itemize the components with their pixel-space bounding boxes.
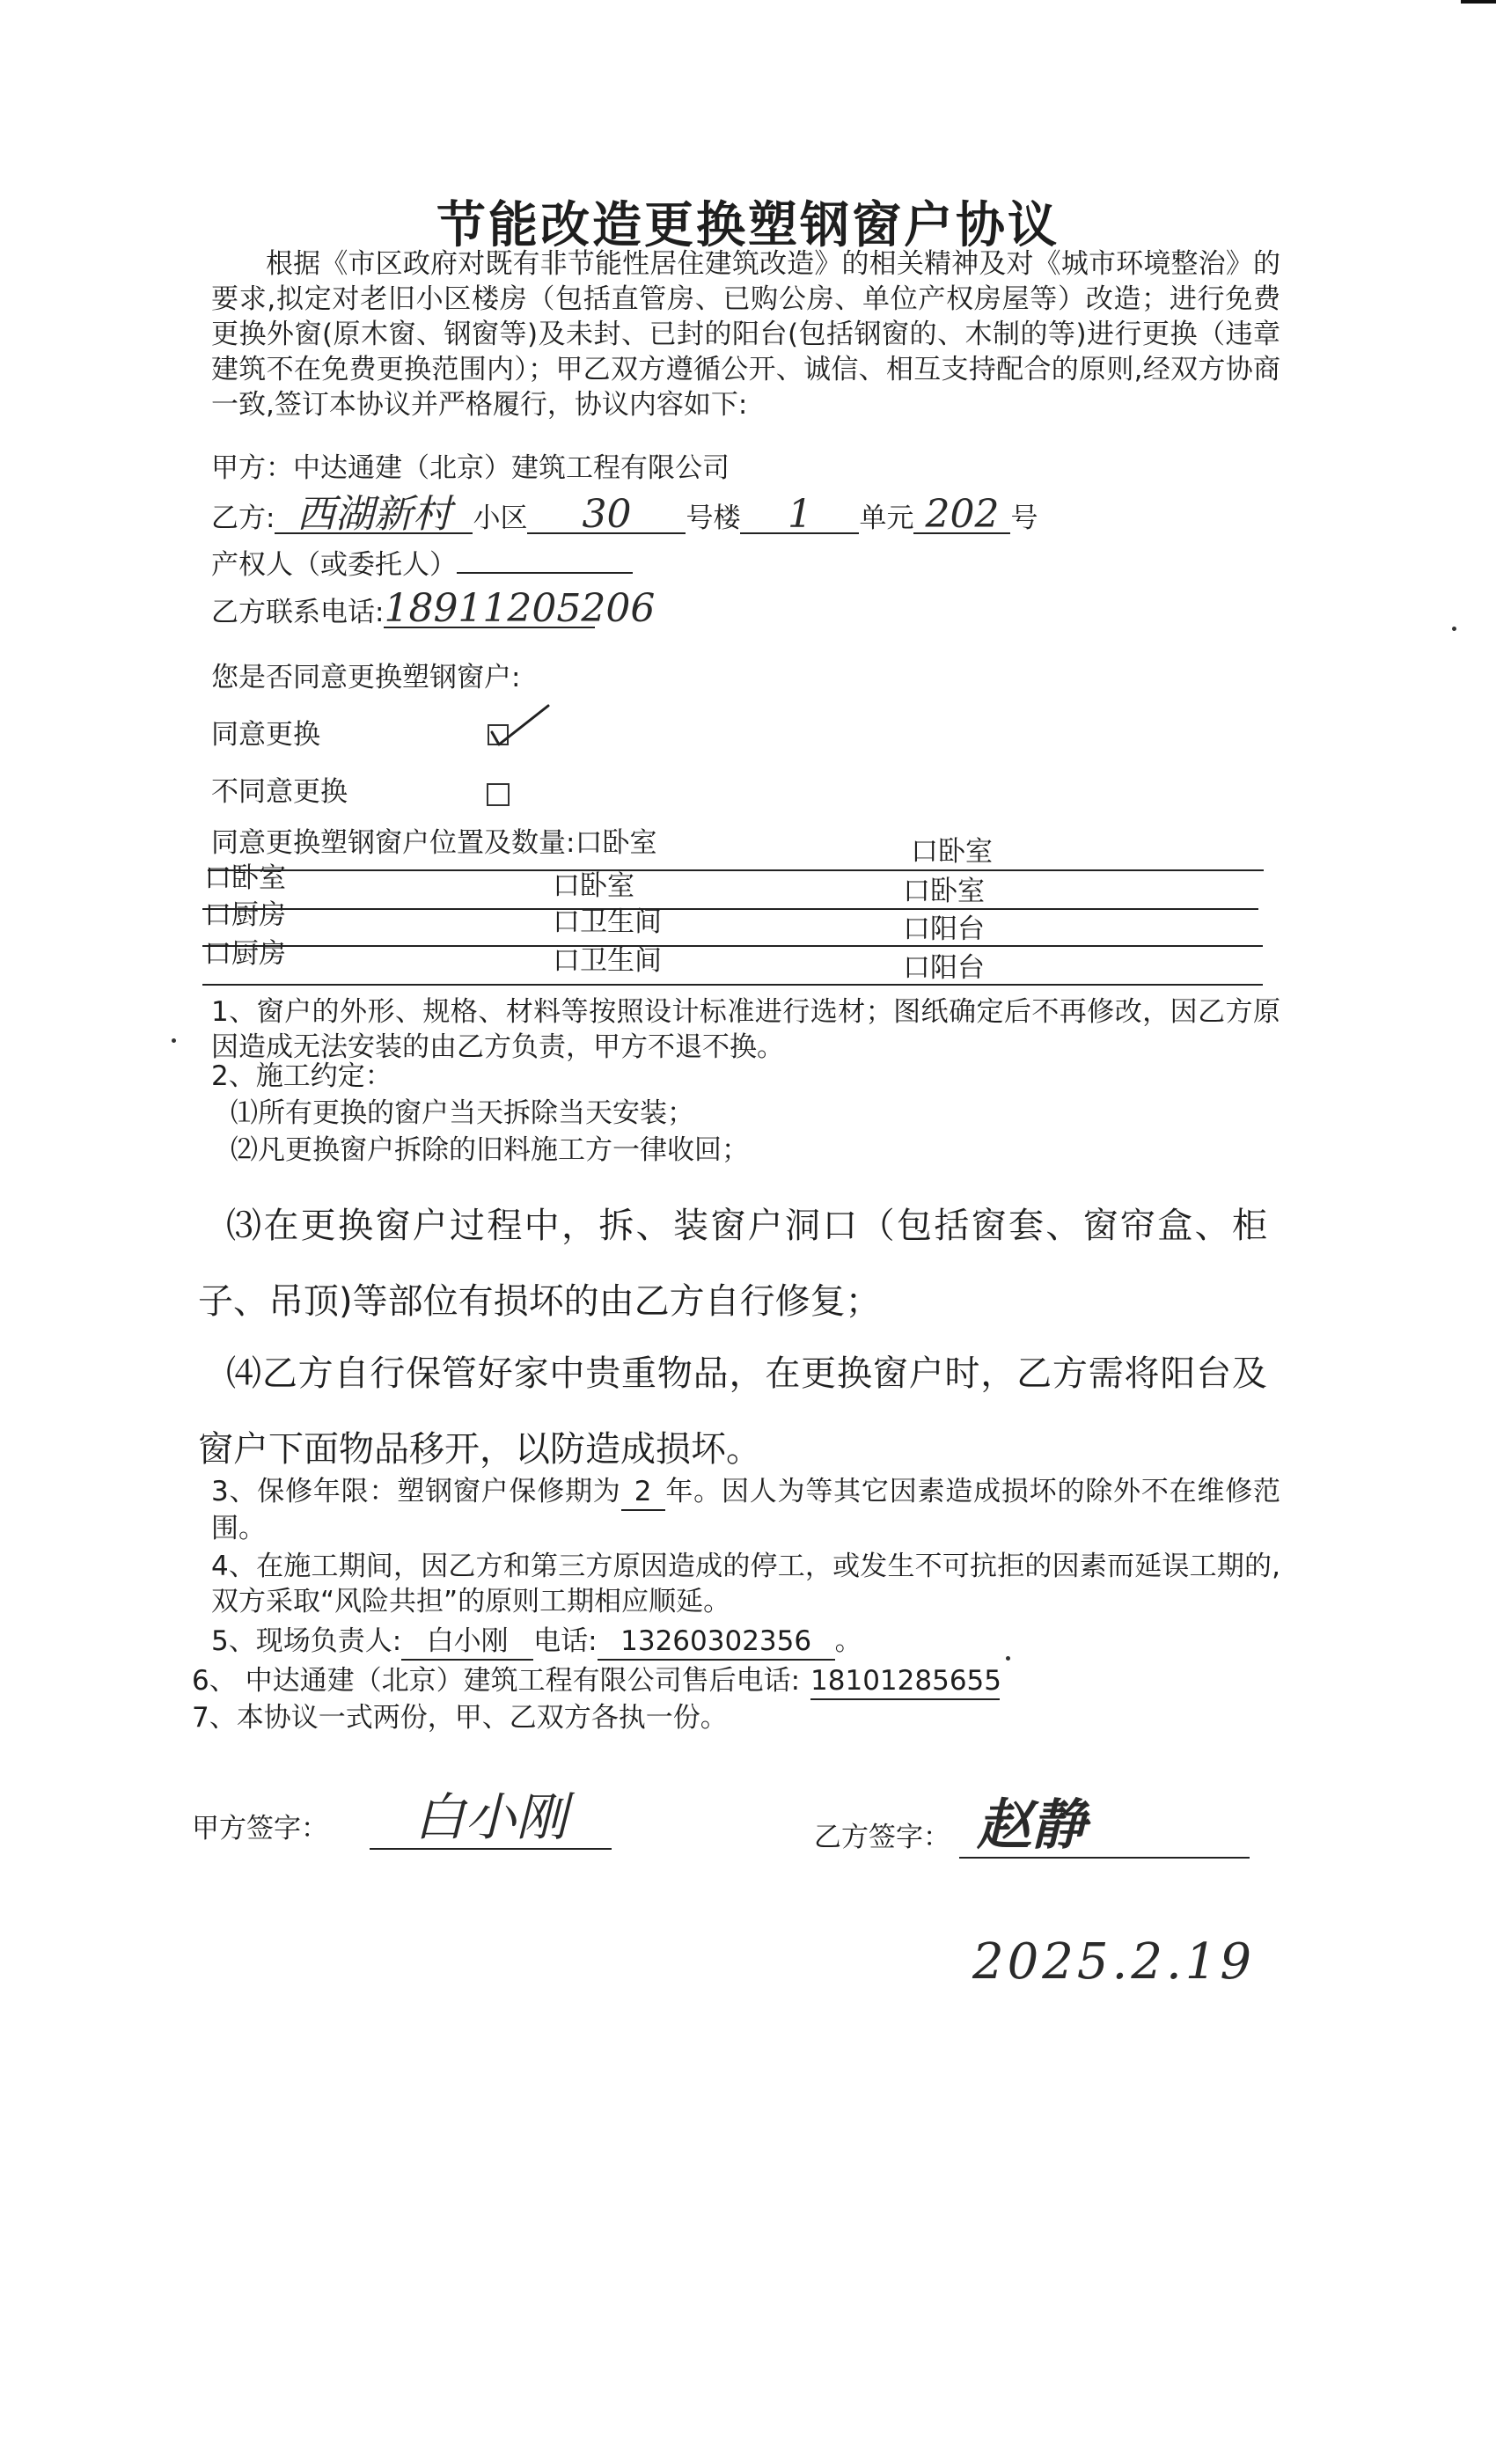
clause-3 (211, 1474, 1280, 1546)
agree-checkbox (487, 702, 557, 755)
table-rule (202, 945, 1263, 947)
window-option: 口卧室 (903, 876, 985, 907)
warranty-years: 2 (621, 1474, 665, 1511)
site-manager-phone: 13260302356 (598, 1624, 835, 1661)
clause-5 (211, 1624, 862, 1661)
building-suffix: 号楼 (686, 502, 741, 534)
window-option: 口卫生间 (553, 906, 662, 938)
window-option: 口阳台 (903, 952, 985, 984)
clause-3-text-end: 年。因人为等其它因素造成损坏的除外不在维修范围。 (211, 1476, 1280, 1544)
scan-edge-mark (1461, 0, 1496, 4)
table-rule (202, 984, 1263, 986)
window-option: 口厨房 (204, 899, 286, 931)
document-title: 节能改造更换塑钢窗户协议 (436, 197, 1060, 254)
window-option: 口卧室 (575, 827, 657, 859)
scan-speck (1006, 1656, 1010, 1661)
intro-paragraph: 根据《市区政府对既有非节能性居住建筑改造》的相关精神及对《城市环境整治》的要求,拟定对老旧小区楼房（包括直管房、已购公房、单位产权房屋等）改造；进行免费更换外窗(原木窗、钢窗等)及未封、已封的阳台(包括钢窗的、木制的等)进行更换（违章建筑不在免费更换范围内）；甲乙双方遵循公开、诚信、相互支持配合的原则,经双方协商一致,签订本协议并严格履行，协议内容如下: (211, 248, 1280, 421)
party-b-label: 乙方: (211, 502, 275, 534)
room-field: 202 (913, 497, 1010, 534)
clause-5-phone-label: 电话: (533, 1625, 598, 1657)
clause-1: 1、窗户的外形、规格、材料等按照设计标准进行选材；图纸确定后不再修改，因乙方原因造成无法安装的由乙方负责，甲方不退不换。 (211, 996, 1280, 1063)
phone-label: 乙方联系电话: (211, 597, 385, 628)
agree-label: 同意更换 (211, 719, 320, 751)
signature-line (370, 1848, 612, 1850)
window-option: 口阳台 (903, 913, 985, 945)
signature-line (959, 1857, 1250, 1859)
signature-a: 白小刚 (414, 1787, 568, 1847)
empty-box-icon (487, 783, 510, 806)
clause-2-3: ⑶在更换窗户过程中，拆、装窗户洞口（包括窗套、窗帘盒、柜子、吊顶)等部位有损坏的由乙方自行修复； (198, 1206, 1267, 1322)
windows-header-text: 同意更换塑钢窗户位置及数量: (211, 827, 576, 859)
clause-2-1: ⑴所有更换的窗户当天拆除当天安装； (231, 1097, 694, 1129)
clause-2: 2、施工约定： (211, 1060, 392, 1092)
clause-3-text: 3、保修年限：塑钢窗户保修期为 (211, 1476, 621, 1507)
window-option: 口卫生间 (553, 945, 662, 977)
owner-line (211, 544, 633, 583)
sign-a-field (370, 1786, 612, 1850)
question: 您是否同意更换塑钢窗户: (211, 662, 521, 693)
party-a: 甲方：中达通建（北京）建筑工程有限公司 (211, 452, 730, 484)
window-option: 口厨房 (204, 938, 286, 970)
handwritten-date: 2025.2.19 (972, 1933, 1256, 1991)
clause-4: 4、在施工期间，因乙方和第三方原因造成的停工，或发生不可抗拒的因素而延误工期的,双方采取“风险共担”的原则工期相应顺延。 (211, 1551, 1280, 1617)
sign-b-field (959, 1793, 1250, 1859)
building-field: 30 (527, 497, 686, 534)
unit-field: 1 (740, 497, 859, 534)
scan-speck (172, 1038, 176, 1043)
clause-6-label: 6、 中达通建（北京）建筑工程有限公司售后电话: (192, 1665, 801, 1697)
community-suffix: 小区 (473, 502, 528, 534)
phone-line (211, 586, 656, 631)
party-b-line (211, 492, 1038, 537)
after-sales-phone: 18101285655 (810, 1663, 1000, 1700)
window-option: 口卧室 (204, 862, 286, 894)
checkmark-icon (487, 702, 557, 755)
clause-5-end: 。 (834, 1625, 862, 1657)
clause-5-label: 5、现场负责人: (211, 1625, 402, 1657)
window-option: 口卧室 (553, 870, 634, 902)
room-suffix: 号 (1010, 502, 1038, 534)
signature-b: 赵静 (977, 1793, 1087, 1857)
sign-b-label: 乙方签字： (814, 1822, 950, 1853)
disagree-label: 不同意更换 (211, 776, 348, 808)
clause-2-2: ⑵凡更换窗户拆除的旧料施工方一律收回； (231, 1134, 749, 1166)
disagree-checkbox (487, 778, 513, 813)
clause-6 (192, 1663, 1000, 1700)
clause-7: 7、本协议一式两份，甲、乙双方各执一份。 (192, 1702, 728, 1734)
sign-a-label: 甲方签字： (192, 1813, 328, 1844)
table-rule (202, 908, 1258, 910)
window-option: 口卧室 (911, 836, 993, 868)
unit-suffix: 单元 (859, 502, 914, 534)
owner-label: 产权人（或委托人） (211, 549, 457, 581)
site-manager-name: 白小刚 (401, 1624, 533, 1661)
scan-speck (1452, 627, 1456, 631)
owner-field (457, 544, 633, 574)
phone-field: 18911205206 (384, 586, 656, 631)
community-field: 西湖新村 (275, 497, 473, 534)
clause-2-4: ⑷乙方自行保管好家中贵重物品，在更换窗户时，乙方需将阳台及窗户下面物品移开，以防造成损坏。 (198, 1353, 1267, 1470)
table-rule (208, 869, 1264, 871)
windows-header (211, 825, 656, 861)
